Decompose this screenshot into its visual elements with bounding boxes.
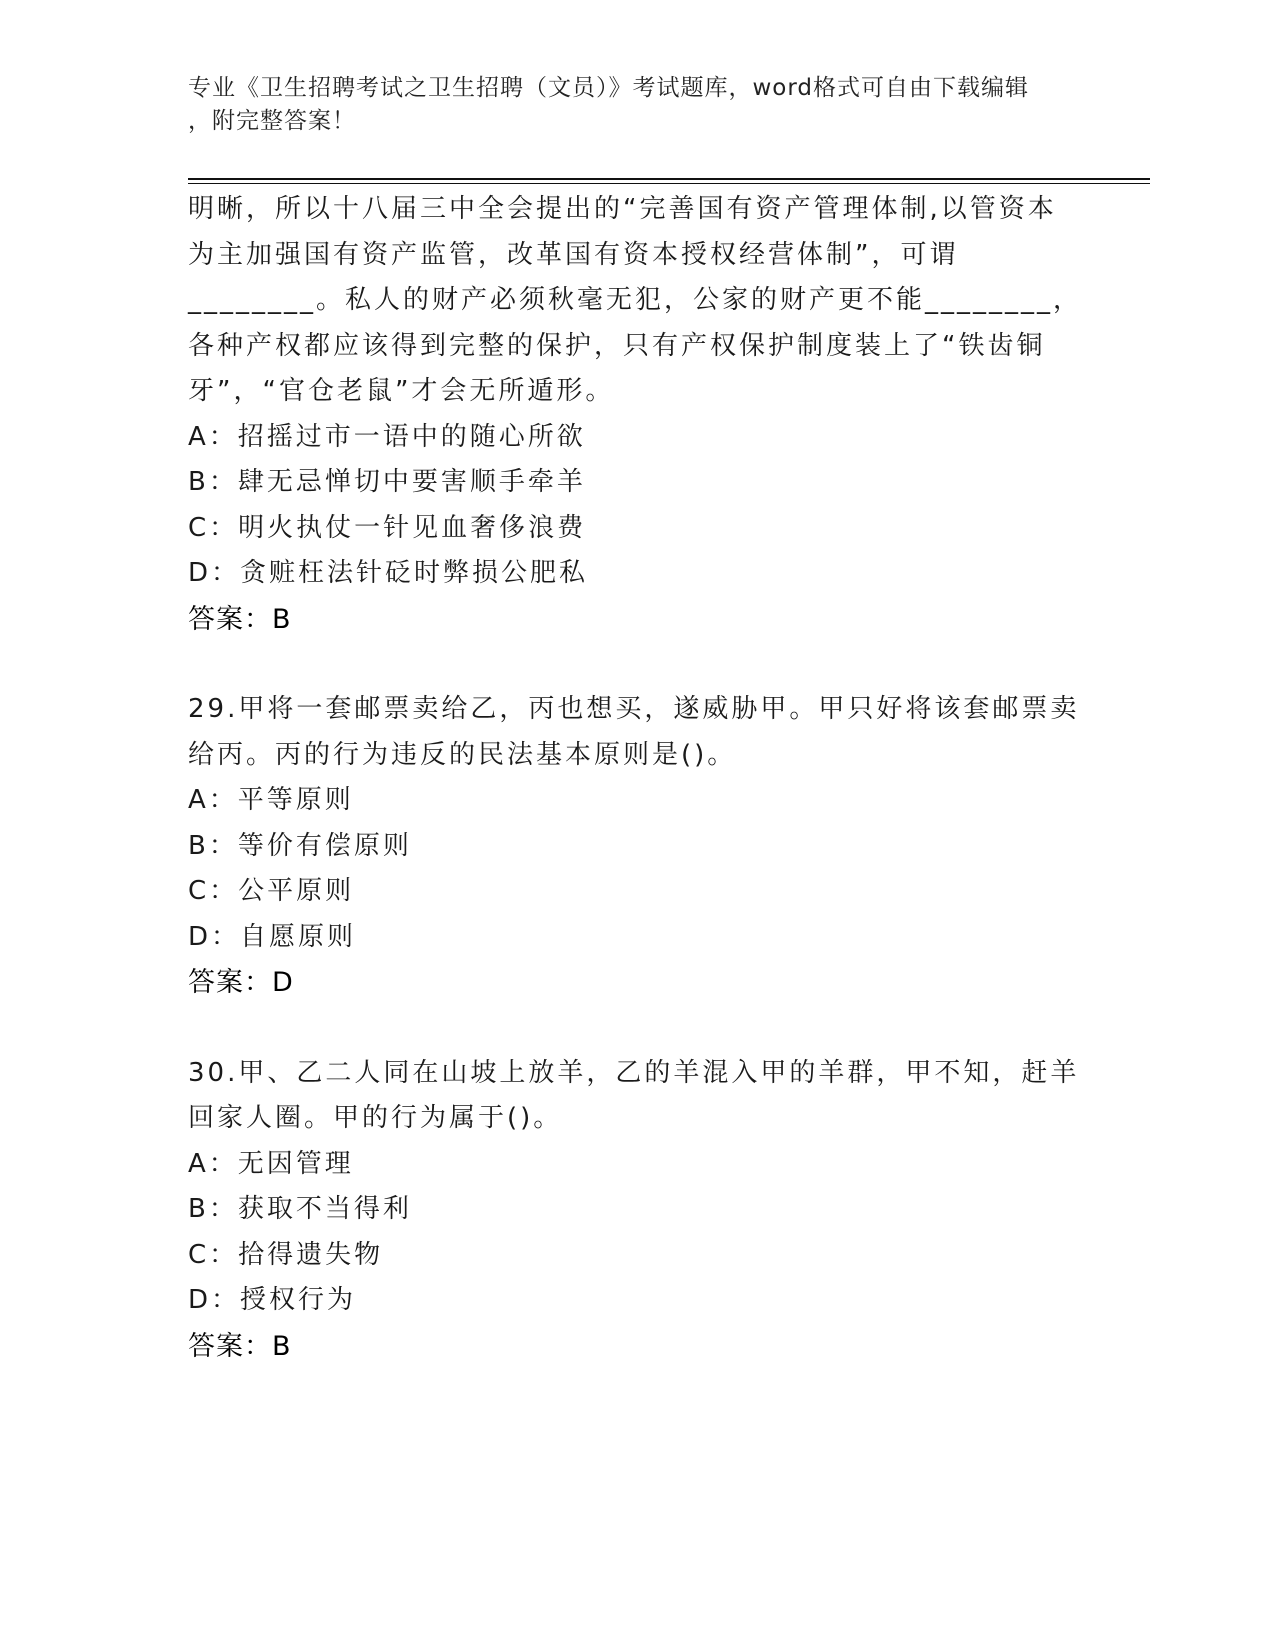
option-c: C：拾得遗失物 xyxy=(188,1239,384,1270)
question-30 xyxy=(188,1051,1088,1370)
question-29 xyxy=(188,687,1088,1006)
option-d: D：贪赃枉法针砭时弊损公肥私 xyxy=(188,558,589,588)
question-stem-line: 30.甲、乙二人同在山坡上放羊，乙的羊混入甲的羊群，甲不知，赶羊 xyxy=(188,1057,1080,1088)
option-b: B：肆无忌惮切中要害顺手牵羊 xyxy=(188,467,586,497)
answer-line: 答案：B xyxy=(188,603,292,635)
option-c: C：公平原则 xyxy=(188,876,355,906)
header-divider-thin xyxy=(188,183,1150,184)
option-b: B：等价有偿原则 xyxy=(188,830,412,861)
question-stem-line: 为主加强国有资产监管，改革国有资本授权经营体制”，可谓 xyxy=(188,239,959,270)
answer-line: 答案：B xyxy=(188,1330,292,1362)
question-stem-line: 给丙。丙的行为违反的民法基本原则是()。 xyxy=(188,739,737,770)
question-stem-line: 各种产权都应该得到完整的保护，只有产权保护制度装上了“铁齿铜 xyxy=(188,330,1046,361)
header-divider-thick xyxy=(188,178,1150,180)
option-a: A：无因管理 xyxy=(188,1148,354,1179)
question-stem-line: 明晰，所以十八届三中全会提出的“完善国有资产管理体制,以管资本 xyxy=(188,194,1057,224)
answer-line: 答案：D xyxy=(188,967,294,998)
question-spacer xyxy=(188,1006,1088,1051)
question-spacer xyxy=(188,642,1088,687)
question-stem-line: 29.甲将一套邮票卖给乙，丙也想买，遂威胁甲。甲只好将该套邮票卖 xyxy=(188,694,1080,724)
questions-body xyxy=(188,187,1088,1369)
option-d: D：授权行为 xyxy=(188,1285,357,1315)
document-header xyxy=(188,72,1088,138)
header-title-line-1: 专业《卫生招聘考试之卫生招聘（文员）》考试题库，word格式可自由下载编辑 xyxy=(188,75,1030,101)
option-a: A：平等原则 xyxy=(188,785,354,815)
option-b: B：获取不当得利 xyxy=(188,1194,412,1224)
question-stem-line: ________。私人的财产必须秋毫无犯，公家的财产更不能________， xyxy=(188,285,1083,315)
option-a: A：招摇过市一语中的随心所欲 xyxy=(188,421,586,452)
question-stem-line: 牙”，“官仓老鼠”才会无所遁形。 xyxy=(188,376,615,406)
question-28 xyxy=(188,187,1088,642)
option-d: D：自愿原则 xyxy=(188,921,357,952)
question-stem-line: 回家人圈。甲的行为属于()。 xyxy=(188,1103,563,1133)
header-title-line-2: ，附完整答案！ xyxy=(188,108,356,134)
option-c: C：明火执仗一针见血奢侈浪费 xyxy=(188,512,587,543)
